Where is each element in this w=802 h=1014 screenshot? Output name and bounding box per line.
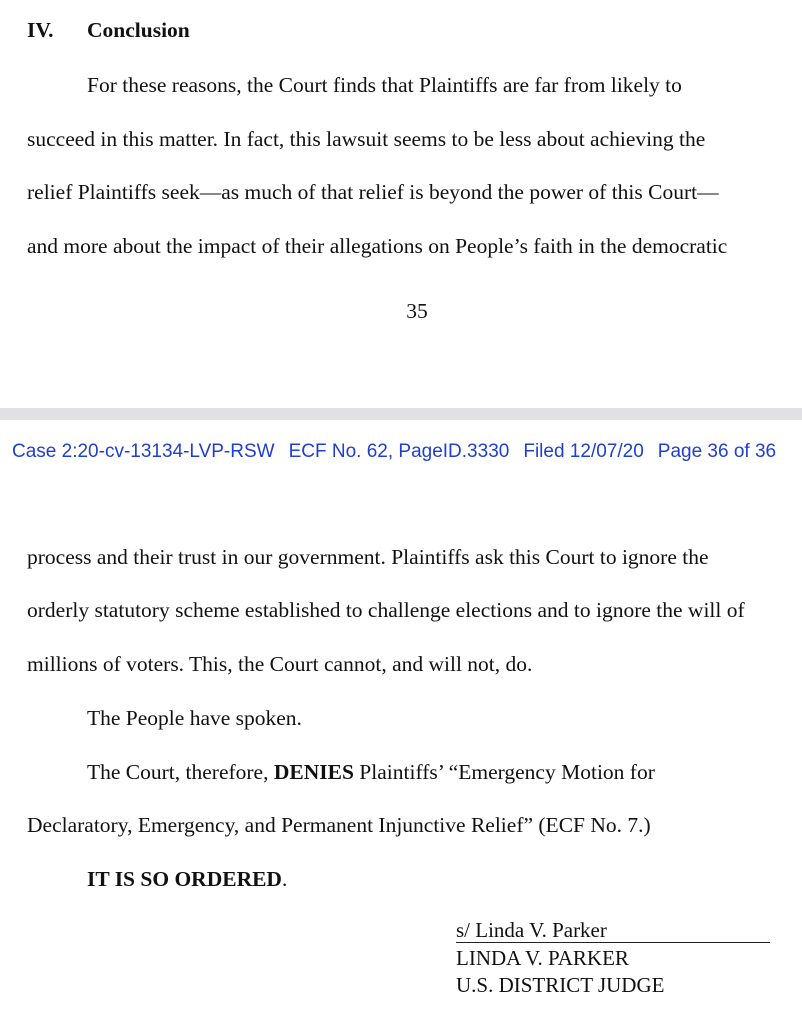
page-separator bbox=[0, 408, 802, 420]
document-page-35 bbox=[0, 0, 802, 408]
paragraph-line: millions of voters. This, the Court cannot, and will not, do. bbox=[27, 652, 533, 676]
paragraph-line: The People have spoken. bbox=[87, 706, 302, 730]
paragraph-line: orderly statutory scheme established to challenge elections and to ignore the will of bbox=[27, 598, 745, 622]
ecf-filing-header bbox=[12, 440, 790, 464]
order-text: The Court, therefore, bbox=[87, 760, 274, 784]
page-number: 35 bbox=[406, 299, 428, 323]
order-text: Plaintiffs’ “Emergency Motion for bbox=[353, 760, 655, 784]
section-title: Conclusion bbox=[87, 18, 190, 42]
paragraph-line: relief Plaintiffs seek—as much of that relief is beyond the power of this Court— bbox=[27, 180, 719, 204]
section-number: IV. bbox=[27, 18, 54, 42]
paragraph-line: process and their trust in our government. Plaintiffs ask this Court to ignore the bbox=[27, 545, 709, 569]
judge-title: U.S. DISTRICT JUDGE bbox=[456, 973, 665, 997]
signature-line bbox=[456, 918, 770, 943]
order-verb: DENIES bbox=[273, 760, 354, 784]
ordered-statement: IT IS SO ORDERED bbox=[87, 867, 282, 891]
ecf-number: ECF No. 62, PageID.3330 bbox=[288, 441, 510, 462]
judge-name: LINDA V. PARKER bbox=[456, 946, 629, 970]
filed-date: Filed 12/07/20 bbox=[523, 441, 644, 462]
ordered-period: . bbox=[281, 867, 288, 891]
case-number: Case 2:20-cv-13134-LVP-RSW bbox=[12, 441, 275, 462]
ordered-line bbox=[87, 866, 287, 892]
paragraph-line: For these reasons, the Court finds that Plaintiffs are far from likely to bbox=[87, 73, 682, 97]
order-paragraph-line bbox=[87, 759, 655, 785]
page-count: Page 36 of 36 bbox=[657, 441, 777, 462]
signature: s/ Linda V. Parker bbox=[456, 918, 607, 942]
paragraph-line: and more about the impact of their allegations on People’s faith in the democratic bbox=[27, 234, 728, 258]
section-heading bbox=[27, 17, 190, 43]
paragraph-line: succeed in this matter. In fact, this lawsuit seems to be less about achieving the bbox=[27, 127, 706, 151]
order-paragraph-line: Declaratory, Emergency, and Permanent Injunctive Relief” (ECF No. 7.) bbox=[27, 813, 651, 837]
